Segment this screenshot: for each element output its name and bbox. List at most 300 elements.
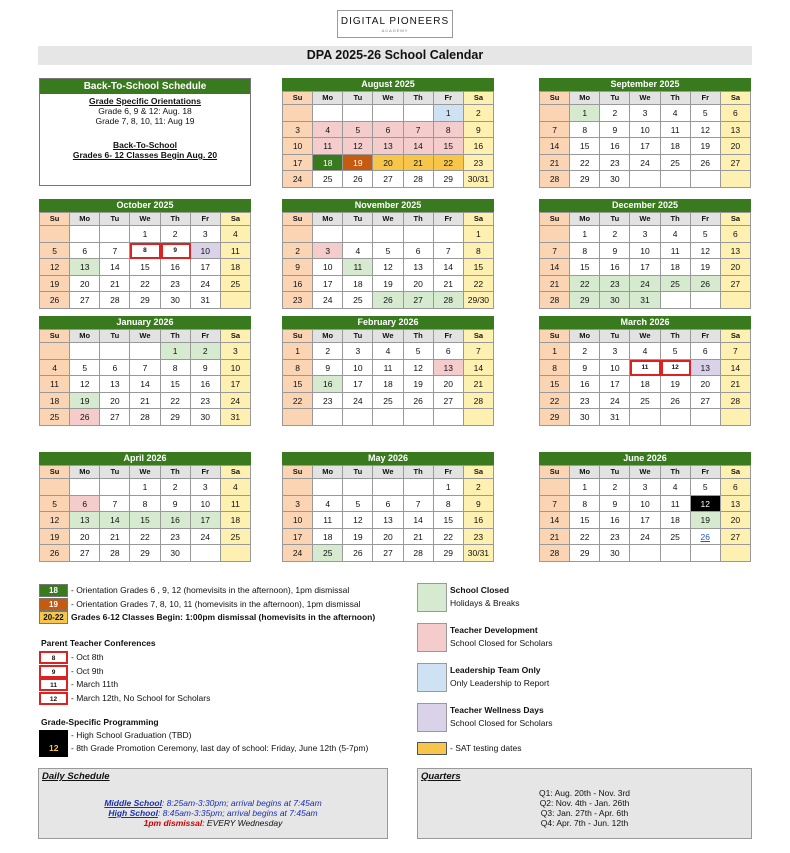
day-cell: 23 [464,529,494,546]
day-cell: 18 [661,259,691,276]
day-cell: 13 [721,122,751,139]
day-cell: 1 [130,479,160,496]
day-cell: 24 [221,393,251,410]
month-calendar [539,452,751,562]
day-cell: 24 [630,155,660,172]
day-cell: 17 [191,259,221,276]
day-cell: 6 [721,105,751,122]
day-cell: 20 [721,138,751,155]
day-cell [661,409,691,426]
day-cell: 6 [70,243,100,260]
day-cell: 11 [630,360,660,377]
day-header: Th [661,466,691,479]
day-cell: 17 [343,376,373,393]
day-header: Sa [221,213,251,226]
academy-logo [337,10,453,38]
day-header: Tu [600,213,630,226]
day-cell [70,226,100,243]
day-cell: 26 [373,292,403,309]
day-cell: 19 [343,529,373,546]
hs-label: High School [108,808,158,818]
day-cell: 27 [70,292,100,309]
ms-time: : 8:25am-3:30pm; arrival begins at 7:45am [161,798,322,808]
bts-title: Back-To-School [112,140,178,150]
ptc-swatch: 9 [39,665,68,678]
month-header: January 2026 [39,316,251,329]
day-cell [434,226,464,243]
day-cell: 27 [100,409,130,426]
day-header: Mo [70,466,100,479]
day-cell: 18 [221,512,251,529]
day-cell: 11 [343,259,373,276]
day-cell: 9 [283,259,313,276]
day-cell: 23 [570,393,600,410]
day-cell: 10 [221,360,251,377]
day-cell: 11 [221,496,251,513]
day-cell: 21 [540,276,570,293]
day-cell: 30/31 [464,545,494,562]
day-cell: 22 [283,393,313,410]
day-cell: 5 [40,496,70,513]
day-cell: 12 [343,138,373,155]
day-cell: 5 [343,496,373,513]
day-cell: 14 [130,376,160,393]
day-cell: 16 [464,138,494,155]
day-cell [221,292,251,309]
day-cell: 1 [570,105,600,122]
day-cell: 12 [404,360,434,377]
day-cell [313,479,343,496]
legend-promotion: - 8th Grade Promotion Ceremony, last day of school: Friday, June 12th (5-7pm) [71,743,369,753]
day-cell: 26 [404,393,434,410]
day-cell: 31 [630,292,660,309]
logo-sub-text: ACADEMY [381,28,409,33]
day-cell: 14 [100,259,130,276]
day-cell: 30 [600,545,630,562]
day-header: Th [404,213,434,226]
day-cell: 2 [161,226,191,243]
day-cell: 16 [161,512,191,529]
day-cell: 10 [283,138,313,155]
day-cell: 5 [691,226,721,243]
day-cell: 19 [70,393,100,410]
day-cell: 25 [343,292,373,309]
day-cell: 11 [313,512,343,529]
day-cell: 24 [313,292,343,309]
day-cell: 22 [570,276,600,293]
day-cell: 31 [221,409,251,426]
day-cell [691,409,721,426]
day-cell: 22 [570,529,600,546]
day-cell: 21 [404,529,434,546]
day-cell: 28 [464,393,494,410]
day-cell: 27 [721,155,751,172]
day-cell: 5 [691,105,721,122]
day-header: Fr [434,466,464,479]
day-header: Su [283,213,313,226]
month-header: August 2025 [282,78,494,91]
day-header: Th [404,466,434,479]
day-cell: 13 [373,138,403,155]
month-calendar [39,316,251,426]
day-cell: 8 [161,360,191,377]
day-cell: 2 [191,343,221,360]
page-title: DPA 2025-26 School Calendar [38,46,752,65]
day-cell: 25 [661,276,691,293]
day-cell: 26 [40,292,70,309]
day-cell: 19 [373,276,403,293]
quarter-2: Q2: Nov. 4th - Jan. 26th [539,798,630,808]
day-header: Fr [191,466,221,479]
day-cell: 7 [404,496,434,513]
day-cell: 8 [130,243,160,260]
day-cell: 15 [130,512,160,529]
day-cell: 1 [434,105,464,122]
day-header: Th [161,213,191,226]
orient-title: Grade Specific Orientations [89,96,201,106]
day-cell: 2 [600,226,630,243]
day-cell: 3 [630,479,660,496]
day-header: Su [540,330,570,343]
day-cell [100,343,130,360]
month-calendar [282,316,494,426]
day-cell [343,105,373,122]
day-cell: 17 [283,529,313,546]
day-cell: 8 [570,243,600,260]
day-cell: 21 [100,276,130,293]
day-header: Th [661,213,691,226]
day-cell [313,105,343,122]
day-cell: 4 [630,343,660,360]
day-cell: 23 [313,393,343,410]
month-header: November 2025 [282,199,494,212]
day-cell [464,409,494,426]
day-cell: 23 [191,393,221,410]
ptc-text: - March 12th, No School for Scholars [71,692,211,703]
day-cell [404,105,434,122]
day-cell: 23 [600,155,630,172]
daily-schedule-box [38,768,388,839]
day-cell: 14 [721,360,751,377]
day-header: Tu [600,92,630,105]
day-cell [721,409,751,426]
day-cell [691,171,721,188]
day-cell [373,409,403,426]
day-cell: 17 [630,138,660,155]
day-cell: 16 [161,259,191,276]
day-cell: 12 [343,512,373,529]
day-cell: 25 [313,171,343,188]
day-cell: 4 [661,479,691,496]
day-cell: 11 [313,138,343,155]
day-cell [540,105,570,122]
day-cell: 9 [464,496,494,513]
day-cell [100,226,130,243]
day-cell: 25 [373,393,403,410]
day-cell: 27 [721,276,751,293]
day-cell: 26 [70,409,100,426]
day-cell: 11 [221,243,251,260]
month-calendar [539,316,751,426]
day-header: Sa [221,466,251,479]
month-calendar [39,199,251,309]
back-to-school-box [39,78,251,186]
day-header: Fr [191,330,221,343]
day-cell: 15 [570,259,600,276]
day-cell: 16 [283,276,313,293]
day-cell: 16 [600,138,630,155]
day-cell: 8 [570,122,600,139]
day-cell: 9 [161,243,191,260]
day-cell: 2 [600,105,630,122]
day-cell: 15 [540,376,570,393]
day-cell: 24 [343,393,373,410]
legend-sat: - SAT testing dates [450,743,522,753]
day-cell: 7 [404,122,434,139]
day-header: We [373,330,403,343]
day-cell: 26 [691,276,721,293]
day-cell: 28 [100,545,130,562]
day-cell: 24 [283,545,313,562]
day-cell: 17 [313,276,343,293]
day-cell: 11 [661,122,691,139]
day-cell: 30 [161,292,191,309]
legend-classes-begin: Grades 6-12 Classes Begin: 1:00pm dismissal (homevisits in the afternoon) [71,612,376,622]
day-cell: 23 [161,529,191,546]
legend-swatch-promo-num: 12 [49,743,59,753]
legend-swatch-dev [417,623,447,652]
day-cell: 29 [570,545,600,562]
day-cell: 18 [313,529,343,546]
day-cell: 16 [313,376,343,393]
day-header: Mo [570,330,600,343]
day-cell: 18 [630,376,660,393]
legend-swatch-leadership [417,663,447,692]
day-cell [70,343,100,360]
day-header: Mo [313,92,343,105]
day-cell: 5 [343,122,373,139]
day-cell: 1 [283,343,313,360]
day-cell: 12 [691,496,721,513]
day-cell: 5 [373,243,403,260]
ptc-title: Parent Teacher Conferences [41,638,156,648]
day-cell: 13 [373,512,403,529]
day-header: Sa [721,330,751,343]
day-cell: 29 [434,171,464,188]
day-cell [630,545,660,562]
month-calendar [282,78,494,188]
day-cell: 28 [540,292,570,309]
day-cell: 28 [540,171,570,188]
day-cell: 21 [540,529,570,546]
day-cell: 29 [570,292,600,309]
day-cell: 6 [691,343,721,360]
month-header: April 2026 [39,452,251,465]
day-cell: 8 [434,496,464,513]
day-cell: 24 [630,529,660,546]
day-cell: 9 [161,496,191,513]
month-calendar [282,452,494,562]
day-cell: 8 [283,360,313,377]
day-cell: 5 [691,479,721,496]
day-header: Th [161,466,191,479]
day-cell: 10 [313,259,343,276]
month-calendar [39,452,251,562]
day-cell: 10 [191,243,221,260]
quarter-4: Q4: Apr. 7th - Jun. 12th [540,818,629,828]
day-cell: 27 [373,545,403,562]
day-cell: 20 [404,276,434,293]
day-cell: 15 [464,259,494,276]
day-header: Su [283,466,313,479]
day-cell: 17 [283,155,313,172]
day-cell: 29 [130,545,160,562]
legend-swatch-classes-begin: 20-22 [39,611,68,624]
orient-line-2: Grade 7, 8, 10, 11: Aug 19 [95,116,195,126]
day-cell: 16 [600,512,630,529]
quarter-1: Q1: Aug. 20th - Nov. 3rd [538,788,631,798]
legend-leadership-title: Leadership Team Only [450,665,541,675]
day-cell: 15 [161,376,191,393]
day-cell: 26 [691,155,721,172]
day-cell [404,226,434,243]
day-cell: 23 [600,529,630,546]
day-cell: 26 [40,545,70,562]
day-header: Tu [343,330,373,343]
day-cell: 28 [100,292,130,309]
day-cell [283,479,313,496]
day-cell [40,226,70,243]
day-cell: 7 [540,122,570,139]
day-cell: 12 [40,512,70,529]
day-cell: 14 [540,138,570,155]
day-cell: 9 [464,122,494,139]
day-header: Su [283,330,313,343]
day-cell: 30/31 [464,171,494,188]
day-cell [630,409,660,426]
legend-graduation: - High School Graduation (TBD) [71,730,192,740]
day-cell: 22 [434,155,464,172]
day-cell [540,226,570,243]
day-header: Sa [464,92,494,105]
day-cell [191,545,221,562]
day-cell: 18 [661,138,691,155]
day-cell: 10 [630,243,660,260]
day-cell: 14 [464,360,494,377]
day-cell: 25 [661,155,691,172]
day-header: Su [40,213,70,226]
day-header: Su [40,466,70,479]
day-cell: 19 [40,529,70,546]
day-cell: 13 [70,512,100,529]
day-cell: 7 [434,243,464,260]
day-cell: 20 [373,155,403,172]
bts-heading: Back-To-School Schedule [40,79,250,94]
day-cell: 12 [373,259,403,276]
day-cell: 1 [540,343,570,360]
day-cell: 23 [283,292,313,309]
day-cell: 8 [570,496,600,513]
day-cell: 8 [464,243,494,260]
day-cell: 4 [221,226,251,243]
ptc-text: - Oct 9th [71,665,104,676]
day-cell: 22 [570,155,600,172]
day-header: Mo [313,213,343,226]
day-cell [70,479,100,496]
day-cell: 15 [570,512,600,529]
day-cell [540,479,570,496]
day-cell: 22 [130,529,160,546]
day-cell [313,409,343,426]
day-cell: 15 [570,138,600,155]
day-cell: 8 [434,122,464,139]
day-cell: 12 [661,360,691,377]
day-header: We [373,466,403,479]
day-cell: 25 [221,529,251,546]
day-header: Sa [221,330,251,343]
day-cell: 1 [464,226,494,243]
day-cell: 31 [600,409,630,426]
day-cell: 20 [434,376,464,393]
day-cell: 28 [434,292,464,309]
day-cell: 18 [343,276,373,293]
day-cell [343,479,373,496]
day-cell: 13 [721,243,751,260]
day-header: Th [661,92,691,105]
day-cell: 27 [404,292,434,309]
quarters-title: Quarters [421,771,461,782]
day-cell: 22 [161,393,191,410]
day-cell: 10 [343,360,373,377]
legend-swatch-orient-1: 18 [39,584,68,597]
day-cell: 29 [434,545,464,562]
day-cell: 16 [464,512,494,529]
day-cell: 21 [464,376,494,393]
day-cell: 16 [191,376,221,393]
day-cell: 19 [343,155,373,172]
legend-swatch-sat [417,742,447,755]
day-header: Tu [600,330,630,343]
day-cell: 8 [540,360,570,377]
day-cell: 3 [191,479,221,496]
day-header: Fr [691,213,721,226]
day-header: Su [540,213,570,226]
day-cell: 25 [40,409,70,426]
day-cell: 20 [691,376,721,393]
day-cell: 15 [434,138,464,155]
day-cell: 21 [434,276,464,293]
month-header: May 2026 [282,452,494,465]
day-cell: 20 [100,393,130,410]
day-cell [313,226,343,243]
day-cell: 28 [721,393,751,410]
day-cell: 28 [130,409,160,426]
day-header: Tu [600,466,630,479]
day-cell: 7 [464,343,494,360]
day-cell: 25 [313,545,343,562]
day-header: Sa [464,466,494,479]
month-header: June 2026 [539,452,751,465]
day-header: Tu [100,330,130,343]
day-cell: 3 [630,226,660,243]
day-header: Fr [191,213,221,226]
day-cell [283,409,313,426]
month-header: October 2025 [39,199,251,212]
day-cell [691,545,721,562]
day-cell: 17 [630,512,660,529]
day-cell [100,479,130,496]
day-cell: 22 [540,393,570,410]
